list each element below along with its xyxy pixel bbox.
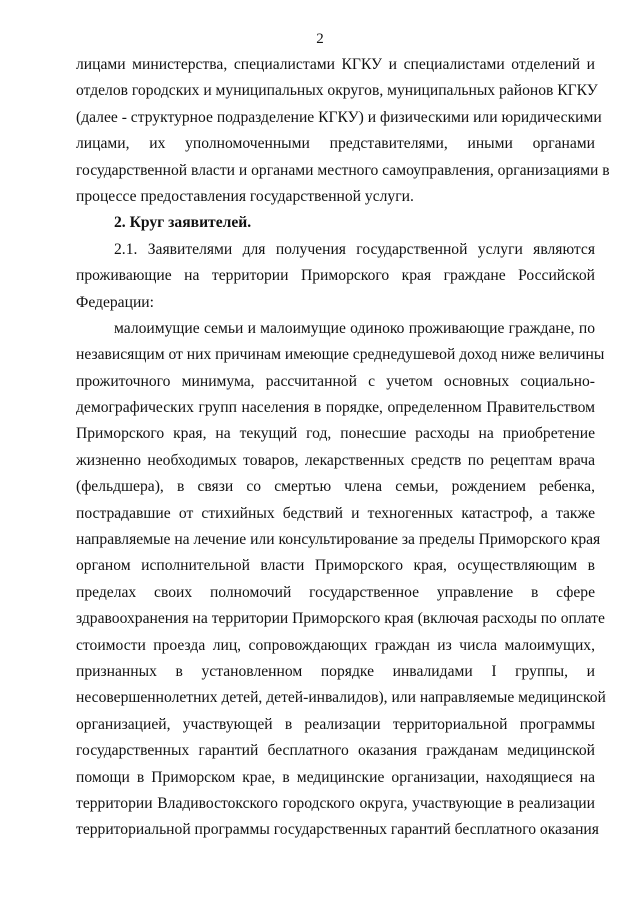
text-line: (фельдшера), в связи со смертью члена семьи, рождением ребенка,: [76, 478, 595, 496]
text-line: стоимости проезда лиц, сопровождающих граждан из числа малоимущих,: [76, 636, 595, 654]
text-line: помощи в Приморском крае, в медицинские организации, находящиеся на: [76, 768, 595, 786]
text-line: (далее - структурное подразделение КГКУ) и физическими или юридическими: [76, 108, 602, 126]
text-line: лицами министерства, специалистами КГКУ и специалистами отделений и: [76, 56, 595, 73]
section-heading: 2. Круг заявителей.: [114, 214, 252, 232]
text-line: демографических групп населения в порядке, определенном Правительством: [76, 399, 595, 417]
text-line: независящим от них причинам имеющие среднедушевой доход ниже величины: [76, 346, 605, 364]
text-line: процессе предоставления государственной услуги.: [76, 187, 414, 205]
text-line: Федерации:: [76, 293, 154, 311]
text-line: направляемые на лечение или консультирование за пределы Приморского края: [76, 531, 601, 549]
document-body: [76, 52, 610, 844]
text-line: прожиточного минимума, рассчитанной с учетом основных социально-: [76, 372, 595, 390]
text-line: территории Владивостокского городского округа, участвующие в реализации: [76, 794, 595, 812]
text-line: пострадавшие от стихийных бедствий и техногенных катастроф, а также: [76, 504, 595, 522]
text-line: отделов городских и муниципальных округов, муниципальных районов КГКУ: [76, 82, 598, 100]
text-line: территориальной программы государственных гарантий бесплатного оказания: [76, 821, 599, 839]
text-line: органом исполнительной власти Приморского края, осуществляющим в: [76, 557, 595, 575]
text-line: проживающие на территории Приморского края граждане Российской: [76, 267, 595, 285]
text-line: государственных гарантий бесплатного оказания гражданам медицинской: [76, 742, 595, 760]
text-line: признанных в установленном порядке инвалидами I группы, и: [76, 662, 595, 680]
text-line: 2.1. Заявителями для получения государственной услуги являются: [114, 240, 595, 258]
text-line: лицами, их уполномоченными представителями, иными органами: [76, 135, 595, 153]
text-line: здравоохранения на территории Приморского края (включая расходы по оплате: [76, 610, 605, 628]
text-line: государственной власти и органами местного самоуправления, организациями в: [76, 161, 610, 179]
text-line: несовершеннолетних детей, детей-инвалидов), или направляемые медицинской: [76, 689, 606, 707]
text-line: организацией, участвующей в реализации территориальной программы: [76, 715, 595, 733]
text-line: малоимущие семьи и малоимущие одиноко проживающие граждане, по: [114, 319, 595, 337]
text-line: жизненно необходимых товаров, лекарственных средств по рецептам врача: [76, 451, 595, 469]
text-line: Приморского края, на текущий год, понесшие расходы на приобретение: [76, 425, 595, 443]
page-number: 2: [316, 31, 324, 47]
text-line: пределах своих полномочий государственное управление в сфере: [76, 583, 595, 601]
